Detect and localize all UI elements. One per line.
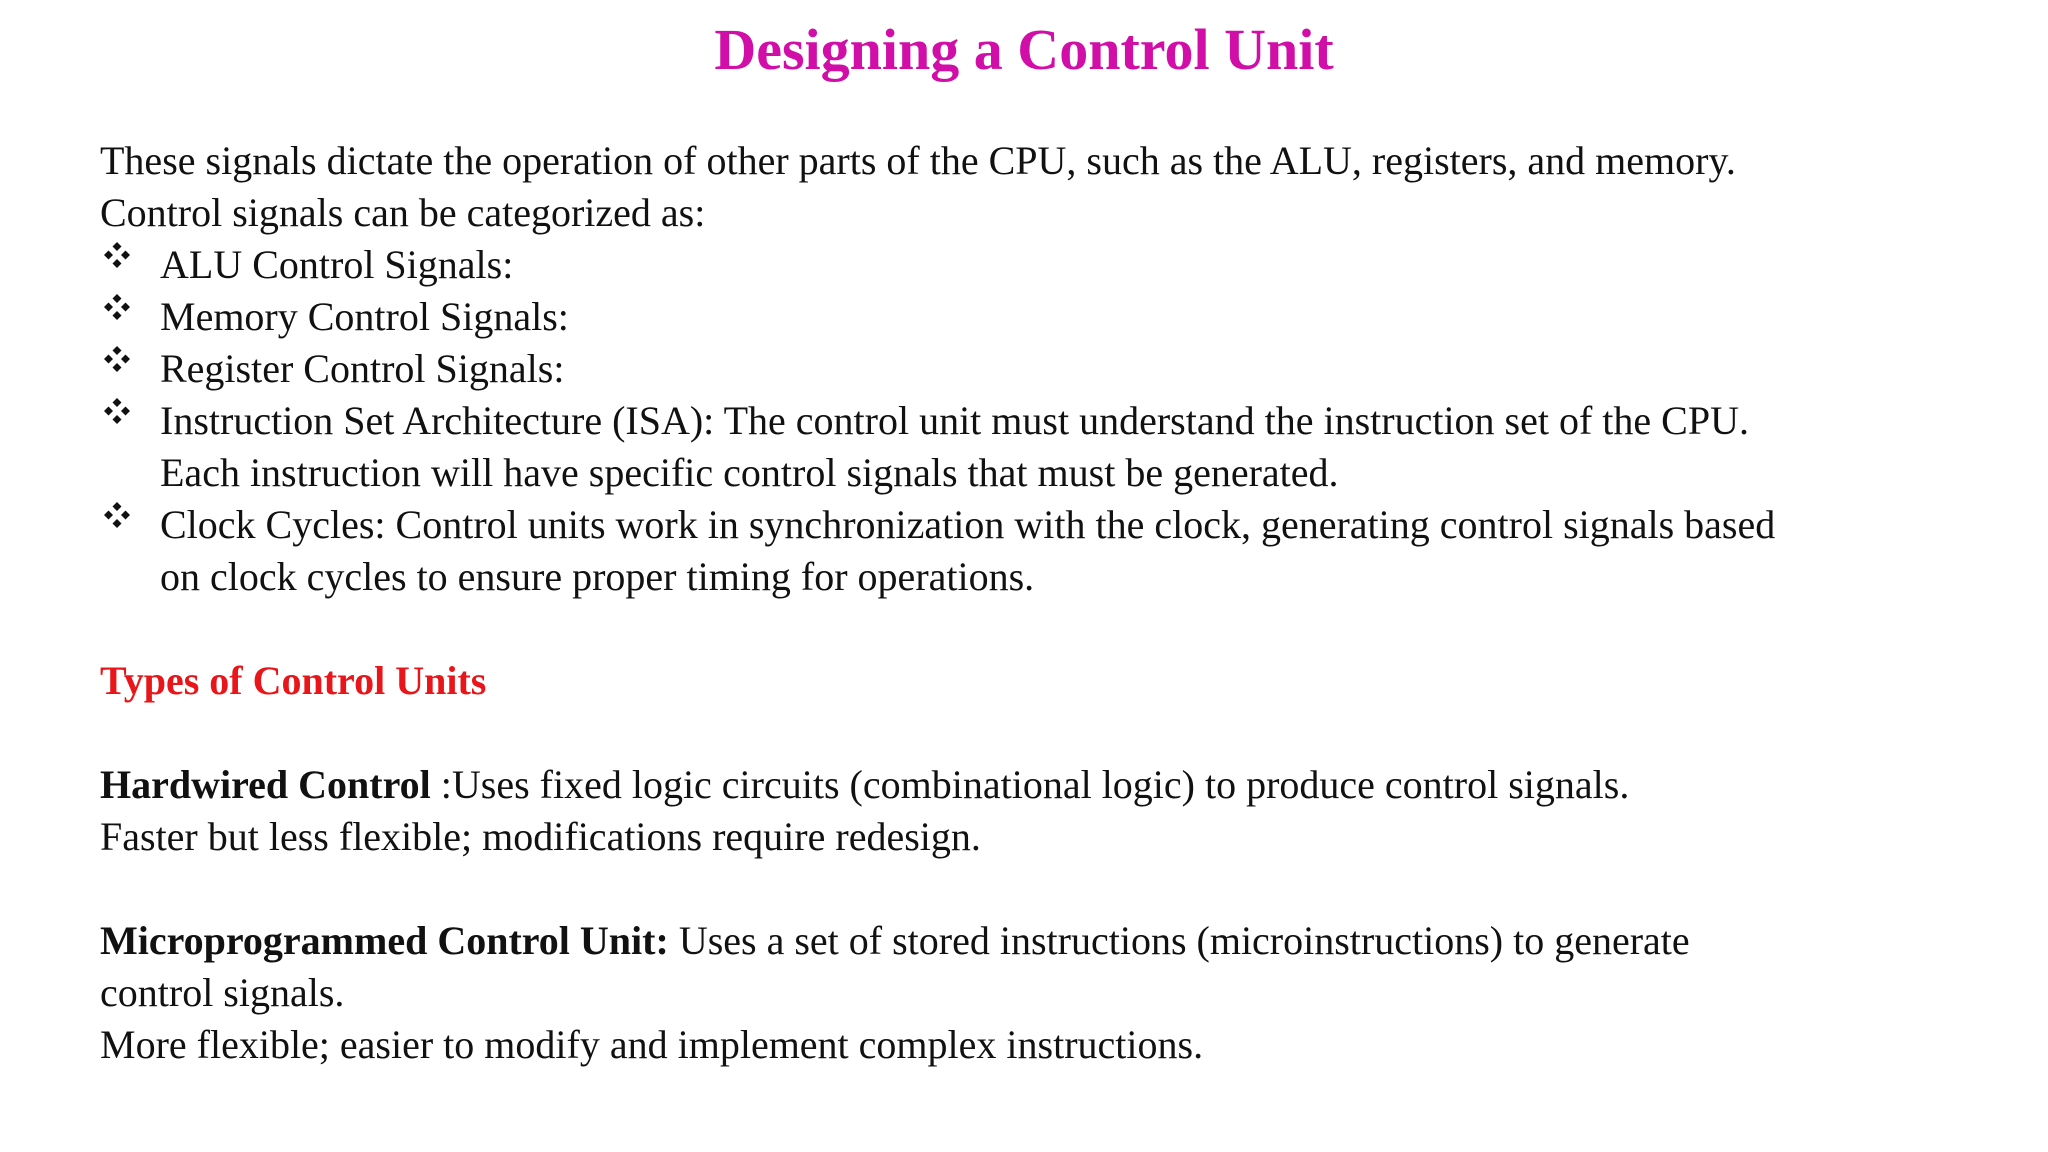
microprogrammed-description: Uses a set of stored instructions (microinstructions) to generate (668, 918, 1690, 963)
list-item-line: ALU Control Signals: (160, 242, 514, 287)
list-item (100, 395, 1980, 499)
microprogrammed-term: Microprogrammed Control Unit: (100, 918, 669, 963)
four-diamond-bullet-icon (100, 499, 160, 551)
spacer (100, 707, 1980, 759)
section-heading: Types of Control Units (100, 658, 487, 703)
list-item-text (160, 239, 1980, 291)
intro-line-1: These signals dictate the operation of other parts of the CPU, such as the ALU, registers, and memory. (100, 138, 1736, 183)
list-item-text (160, 291, 1980, 343)
list-item (100, 343, 1980, 395)
list-item-line: Each instruction will have specific control signals that must be generated. (160, 450, 1339, 495)
list-item-line: Clock Cycles: Control units work in synchronization with the clock, generating control signals based (160, 502, 1776, 547)
list-item (100, 291, 1980, 343)
intro-line-2: Control signals can be categorized as: (100, 190, 706, 235)
list-item-line: Memory Control Signals: (160, 294, 569, 339)
signal-list (100, 239, 1980, 603)
page-title: Designing a Control Unit (714, 17, 1334, 82)
list-item-line: Instruction Set Architecture (ISA): The control unit must understand the instruction set of the CPU. (160, 398, 1749, 443)
four-diamond-bullet-icon (100, 239, 160, 291)
list-item-text (160, 499, 1980, 603)
hardwired-note: Faster but less flexible; modifications require redesign. (100, 814, 981, 859)
microprogrammed-note: More flexible; easier to modify and implement complex instructions. (100, 1022, 1204, 1067)
hardwired-description: :Uses fixed logic circuits (combinational logic) to produce control signals. (430, 762, 1630, 807)
list-item-text (160, 343, 1980, 395)
list-item-text (160, 395, 1980, 499)
hardwired-term: Hardwired Control (100, 762, 431, 807)
microprogrammed-paragraph (100, 915, 1980, 967)
four-diamond-bullet-icon (100, 291, 160, 343)
spacer (100, 863, 1980, 915)
four-diamond-bullet-icon (100, 395, 160, 447)
list-item-line: on clock cycles to ensure proper timing for operations. (160, 554, 1035, 599)
list-item-line: Register Control Signals: (160, 346, 565, 391)
hardwired-paragraph (100, 759, 1980, 811)
list-item (100, 239, 1980, 291)
spacer (100, 603, 1980, 655)
four-diamond-bullet-icon (100, 343, 160, 395)
microprogrammed-description-continued: control signals. (100, 970, 345, 1015)
list-item (100, 499, 1980, 603)
slide-content (100, 135, 1980, 1071)
